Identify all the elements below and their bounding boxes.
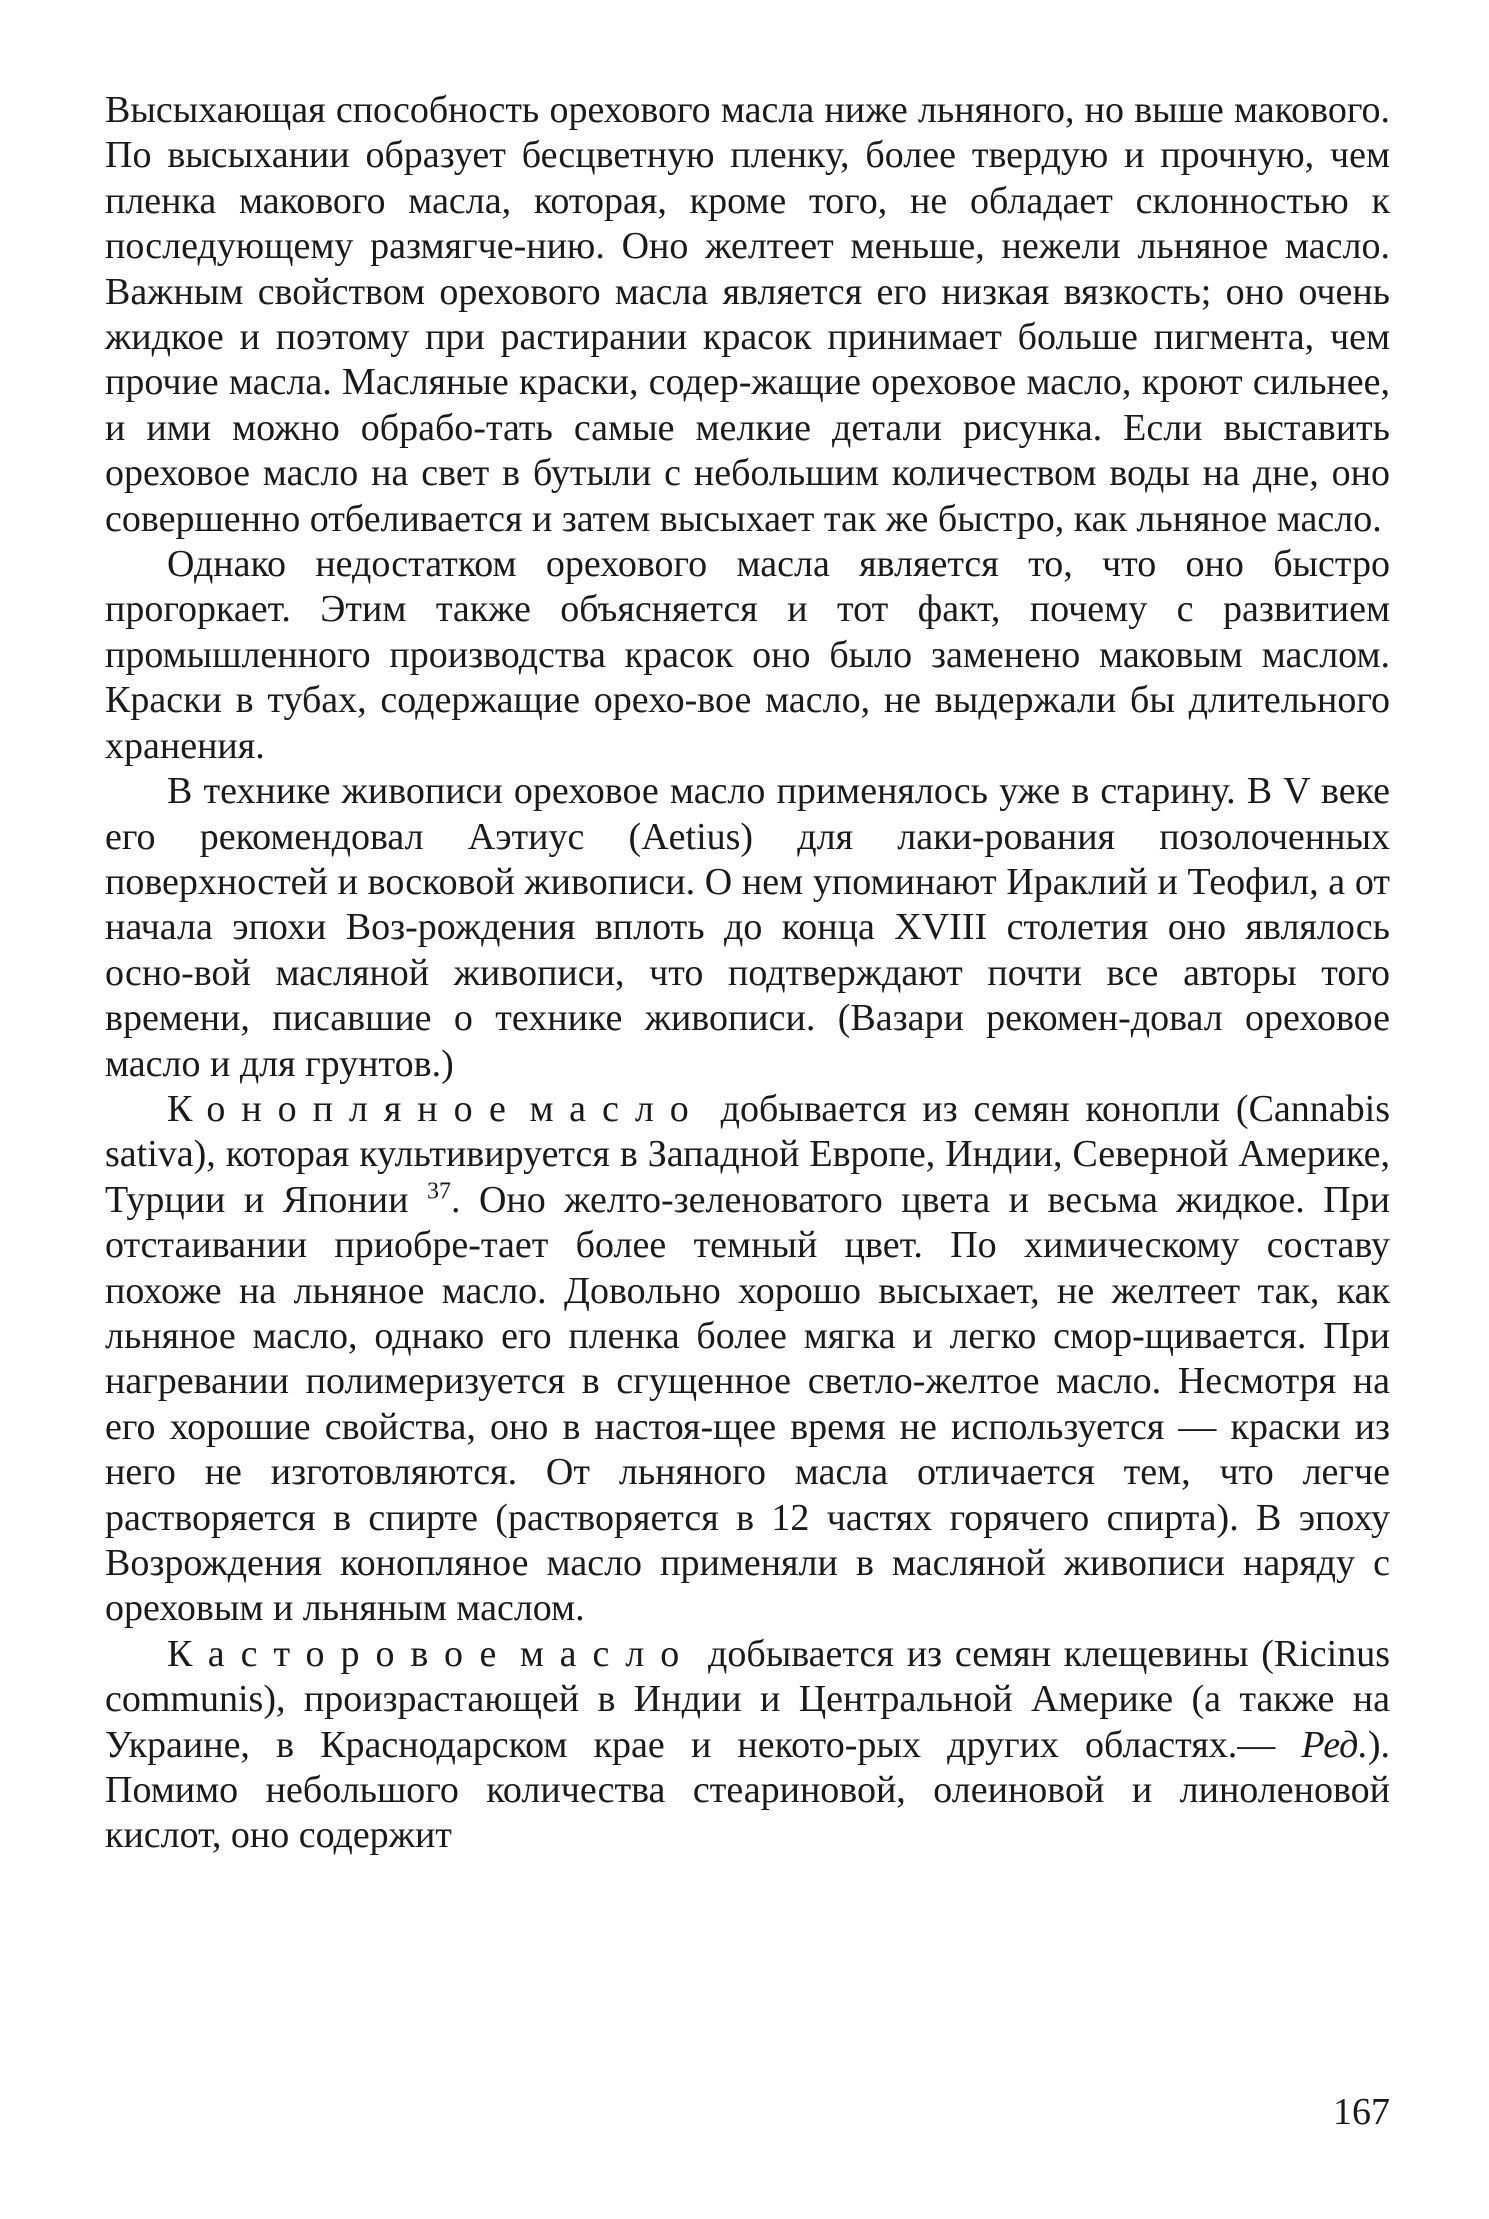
- page-number: 167: [1333, 2091, 1390, 2133]
- paragraph-hemp-oil: [105, 1087, 1390, 1632]
- term-hemp-oil-word2: масло: [529, 1087, 705, 1130]
- editor-note: Ред.: [1301, 1723, 1368, 1766]
- paragraph-castor-oil: [105, 1632, 1390, 1859]
- footnote-marker: 37: [426, 1178, 451, 1205]
- paragraph-walnut-oil-drying: Высыхающая способность орехового масла ниже льняного, но выше макового. По высыхании образует бесцветную пленку, более твердую и прочную, чем пленка макового масла, которая, кроме того, не обладает склонностью к последующему размягче-нию. Оно желтеет меньше, нежели льняное масло. Важным свойством орехового масла является его низкая вязкость; оно очень жидкое и поэтому при растирании красок принимает больше пигмента, чем прочие масла. Масляные краски, содер-жащие ореховое масло, кроют сильнее, и ими можно обрабо-тать самые мелкие детали рисунка. Если выставить ореховое масло на свет в бутыли с небольшим количеством воды на дне, оно совершенно отбеливается и затем высыхает так же быстро, как льняное масло.: [105, 89, 1390, 540]
- term-castor-oil-word2: масло: [519, 1632, 696, 1675]
- castor-oil-text-a: добывается из семян клещевины (Ricinus communis), произрастающей в Индии и Центральной Америке (а также на Украине, в Краснодарском крае и некото-рых других областях.—: [105, 1632, 1390, 1766]
- hemp-oil-text-a: добывается из семян конопли (Cannabis sativa), которая культивируется в Западной Европе, Индии, Северной Америке, Турции и Японии: [105, 1087, 1390, 1221]
- paragraph-walnut-oil-drawback: Однако недостатком орехового масла является то, что оно быстро прогоркает. Этим также объясняется и тот факт, почему с развитием промышленного производства красок оно было заменено маковым маслом. Краски в тубах, содержащие орехо-вое масло, не выдержали бы длительного хранения.: [105, 543, 1390, 767]
- castor-oil-text-b: ). Помимо небольшого количества стеариновой, олеиновой и линоленовой кислот, оно содержит: [105, 1723, 1390, 1857]
- hemp-oil-text-b: . Оно желто-зеленоватого цвета и весьма жидкое. При отстаивании приобре-тает более темный цвет. По химическому составу похоже на льняное масло. Довольно хорошо высыхает, не желтеет так, как льняное масло, однако его пленка более мягка и легко смор-щивается. При нагревании полимеризуется в сгущенное светло-желтое масло. Несмотря на его хорошие свойства, оно в настоя-щее время не используется — краски из него не изготовляются. От льняного масла отличается тем, что легче растворяется в спирте (растворяется в 12 частях горячего спирта). В эпоху Возрождения конопляное масло применяли в масляной живописи наряду с ореховым и льняным маслом.: [105, 1178, 1390, 1630]
- term-castor-oil-word1: Касторовое: [167, 1632, 513, 1675]
- page-body: [105, 88, 1390, 1859]
- term-hemp-oil-word1: Конопляное: [167, 1087, 522, 1130]
- paragraph-walnut-oil-history: В технике живописи ореховое масло применялось уже в старину. В V веке его рекомендовал Аэтиус (Aetius) для лаки-рования позолоченных поверхностей и восковой живописи. О нем упоминают Ираклий и Теофил, а от начала эпохи Воз-рождения вплоть до конца XVIII столетия оно являлось осно-вой масляной живописи, что подтверждают почти все авторы того времени, писавшие о технике живописи. (Вазари рекомен-довал ореховое масло и для грунтов.): [105, 770, 1390, 1085]
